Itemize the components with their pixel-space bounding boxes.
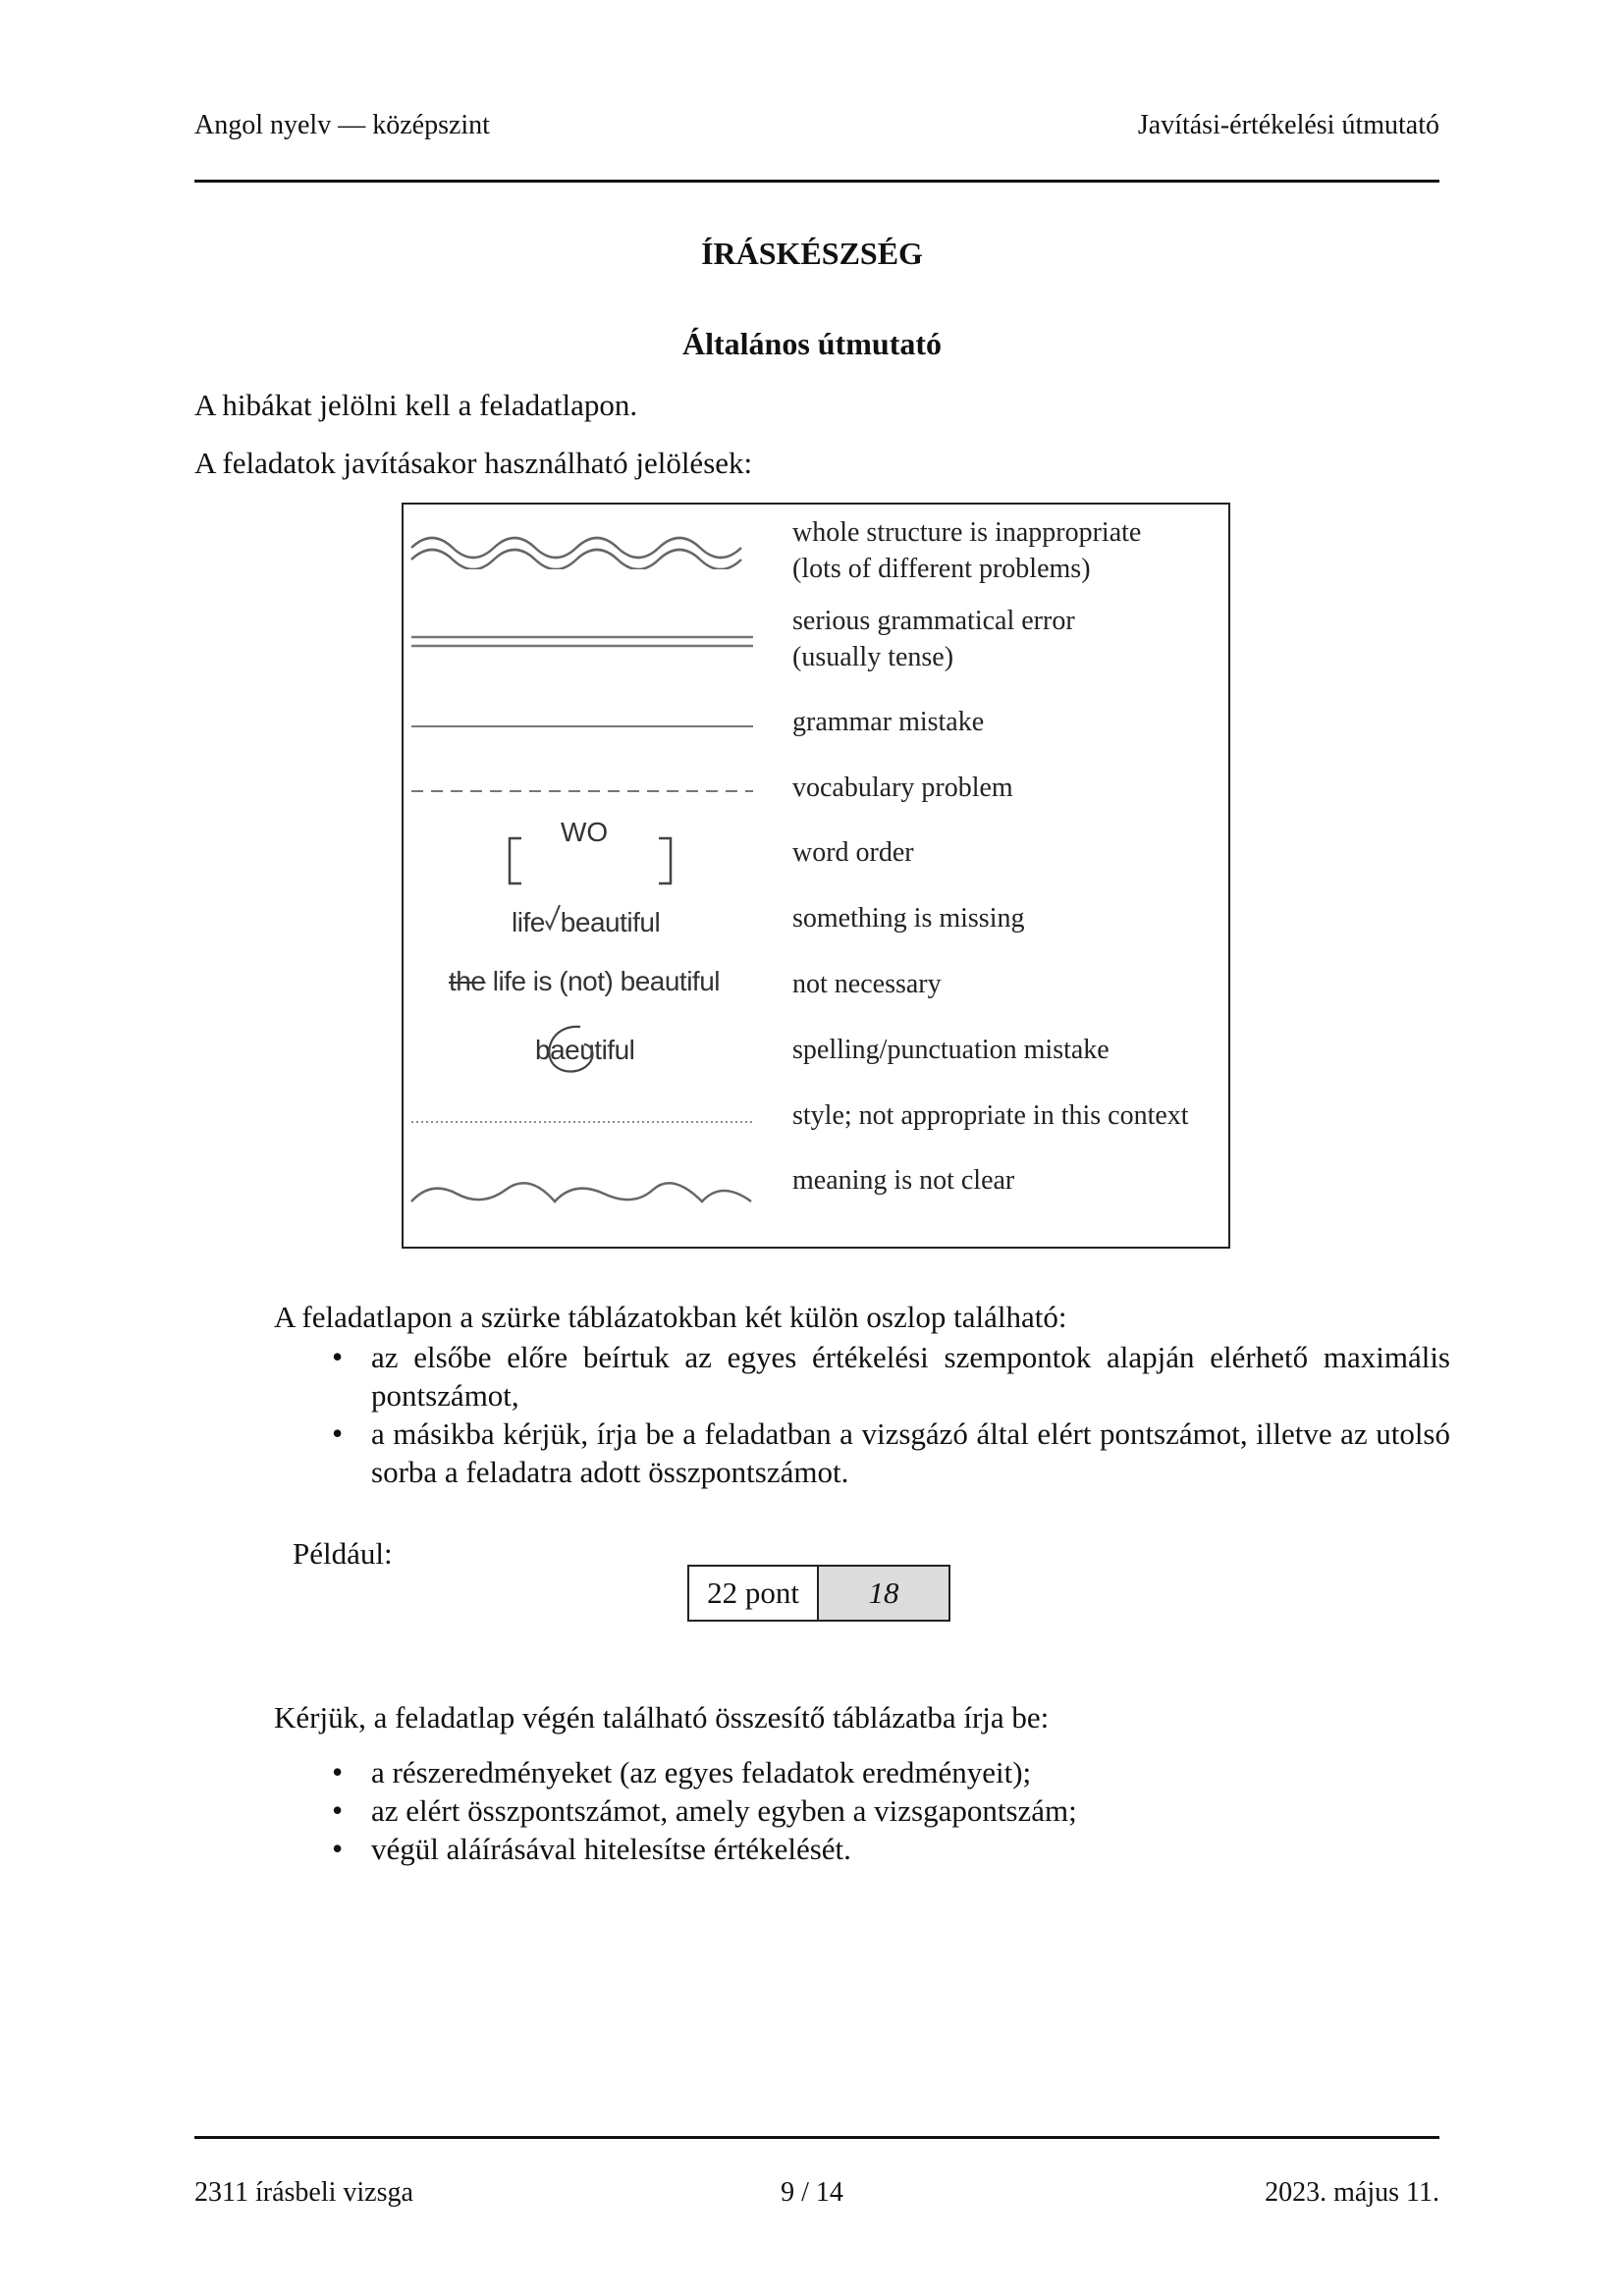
struck-word: the xyxy=(449,966,486,996)
tables-bullet-1: • az elsőbe előre beírtuk az egyes értékelési szempontok alapján elérhető maximális pontszámot, xyxy=(274,1338,1450,1415)
page-subtitle: Általános útmutató xyxy=(681,326,942,361)
mark-label-grammar-serious-2: (usually tense) xyxy=(792,642,954,672)
circle-mark-icon xyxy=(541,1023,600,1078)
circled-letter: b xyxy=(535,1035,551,1065)
wavy-line-icon xyxy=(407,526,757,569)
score-example-table xyxy=(687,1565,950,1622)
score-achieved-cell: 18 xyxy=(819,1567,948,1620)
caret-example-word-1: life xyxy=(512,907,545,937)
caret-example-word-2: beautiful xyxy=(560,907,661,937)
strike-example-rest: life is (not) beautiful xyxy=(485,966,721,996)
example-label: Például: xyxy=(293,1536,393,1571)
mark-label-word-order: word order xyxy=(792,837,914,868)
header-doc-type: Javítási-értékelési útmutató xyxy=(1137,110,1439,140)
mark-label-meaning: meaning is not clear xyxy=(792,1165,1015,1196)
summary-bullet-1: • a részeredményeket (az egyes feladatok eredményeit); xyxy=(274,1753,1450,1791)
mark-label-not-necessary: not necessary xyxy=(792,969,942,999)
mark-label-structure-2: (lots of different problems) xyxy=(792,554,1091,584)
section-title: ÍRÁSKÉSZSÉG xyxy=(701,236,923,271)
mark-label-grammar-serious-1: serious grammatical error xyxy=(792,606,1075,636)
double-underline-icon xyxy=(407,632,757,652)
word-order-symbol-text: WO xyxy=(561,817,609,847)
intro-line-1: A hibákat jelölni kell a feladatlapon. xyxy=(194,388,638,422)
tables-bullet-2: • a másikba kérjük, írja be a feladatban a vizsgázó által elért pontszámot, illetve az utolsó sorba a feladatra adott összpontszámot. xyxy=(274,1415,1450,1491)
mark-label-missing: something is missing xyxy=(792,903,1025,934)
wave-line-icon xyxy=(407,1176,757,1209)
score-max-cell: 22 pont xyxy=(689,1567,819,1620)
correction-marks-legend xyxy=(402,503,1230,1249)
mark-label-vocabulary: vocabulary problem xyxy=(792,773,1013,803)
footer-rule xyxy=(194,2136,1439,2139)
spelling-example-rest: aeutiful xyxy=(550,1035,635,1065)
mark-label-grammar: grammar mistake xyxy=(792,707,985,737)
footer-exam-code: 2311 írásbeli vizsga xyxy=(194,2177,413,2208)
dashed-underline-icon xyxy=(407,787,757,795)
check-caret-icon xyxy=(545,907,561,938)
header-subject: Angol nyelv — középszint xyxy=(194,110,490,140)
intro-line-2: A feladatok javításakor használható jelölések: xyxy=(194,446,753,480)
summary-bullet-3: • végül aláírásával hitelesítse értékelését. xyxy=(274,1830,1450,1868)
summary-bullet-2: • az elért összpontszámot, amely egyben a vizsgapontszám; xyxy=(274,1791,1450,1830)
summary-bullet-list xyxy=(274,1753,1450,1868)
mark-label-structure-1: whole structure is inappropriate xyxy=(792,517,1142,548)
tables-intro: A feladatlapon a szürke táblázatokban két külön oszlop található: xyxy=(274,1300,1067,1334)
header-rule xyxy=(194,180,1439,183)
dotted-underline-icon xyxy=(407,1119,757,1125)
summary-intro: Kérjük, a feladatlap végén található összesítő táblázatba írja be: xyxy=(274,1700,1050,1735)
missing-word-example xyxy=(512,907,660,938)
mark-label-style: style; not appropriate in this context xyxy=(792,1100,1189,1131)
single-underline-icon xyxy=(407,722,757,730)
mark-label-spelling: spelling/punctuation mistake xyxy=(792,1035,1110,1065)
not-necessary-example xyxy=(449,966,720,997)
tables-bullet-list xyxy=(274,1338,1450,1491)
footer-date: 2023. május 11. xyxy=(1265,2177,1439,2208)
footer-page-number: 9 / 14 xyxy=(781,2177,843,2208)
